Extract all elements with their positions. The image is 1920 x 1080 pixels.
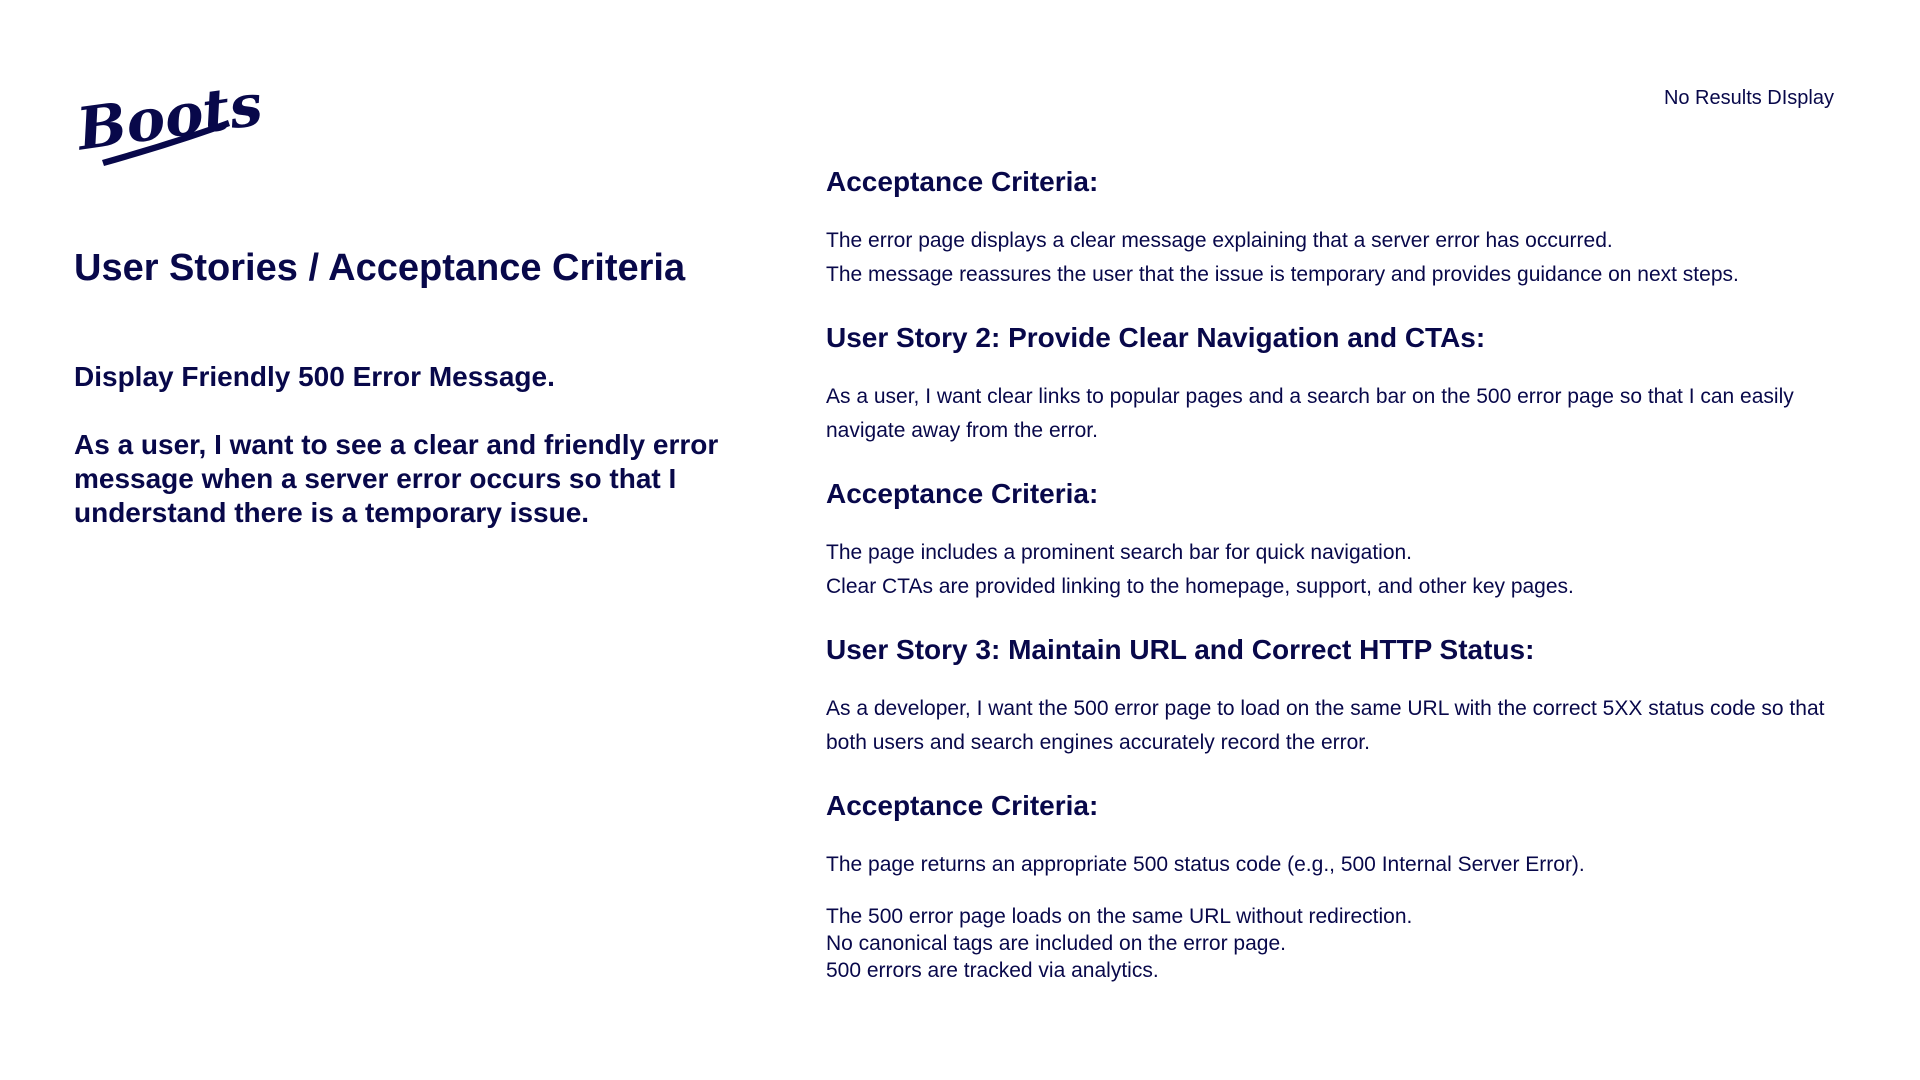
story2-heading: User Story 2: Provide Clear Navigation and CTAs: <box>826 322 1486 353</box>
criteria-1-line-1: The error page displays a clear message explaining that a server error has occurred. <box>826 229 1613 252</box>
acceptance-criteria-heading-2: Acceptance Criteria: <box>826 478 1099 509</box>
logo-wordmark: Boots <box>72 70 267 164</box>
criteria-2-line-2: Clear CTAs are provided linking to the homepage, support, and other key pages. <box>826 575 1574 598</box>
criteria-1-line-2: The message reassures the user that the issue is temporary and provides guidance on next steps. <box>826 263 1739 286</box>
story2-body: As a user, I want clear links to popular pages and a search bar on the 500 error page so that I can easily navigate away from the error. <box>826 385 1794 442</box>
top-label: No Results DIsplay <box>1663 87 1834 109</box>
story3-body: As a developer, I want the 500 error page to load on the same URL with the correct 5XX status code so that both users and search engines accurately record the error. <box>826 697 1825 754</box>
acceptance-criteria-heading-1: Acceptance Criteria: <box>826 166 1099 197</box>
left-column <box>74 360 734 530</box>
story3-heading: User Story 3: Maintain URL and Correct HTTP Status: <box>826 634 1535 665</box>
right-column <box>826 162 1856 984</box>
criteria-3-line-2: The 500 error page loads on the same URL without redirection. <box>826 905 1413 928</box>
story1-heading: Display Friendly 500 Error Message. <box>74 361 555 392</box>
page-title: User Stories / Acceptance Criteria <box>74 247 686 289</box>
criteria-2-line-1: The page includes a prominent search bar for quick navigation. <box>826 541 1413 564</box>
story1-body: As a user, I want to see a clear and friendly error message when a server error occurs so that I understand there is a temporary issue. <box>74 429 719 528</box>
boots-logo <box>72 70 267 170</box>
criteria-3-line-4: 500 errors are tracked via analytics. <box>826 959 1159 982</box>
criteria-3-line-3: No canonical tags are included on the error page. <box>826 932 1286 955</box>
acceptance-criteria-heading-3: Acceptance Criteria: <box>826 790 1099 821</box>
criteria-3-line-1: The page returns an appropriate 500 status code (e.g., 500 Internal Server Error). <box>826 853 1585 876</box>
